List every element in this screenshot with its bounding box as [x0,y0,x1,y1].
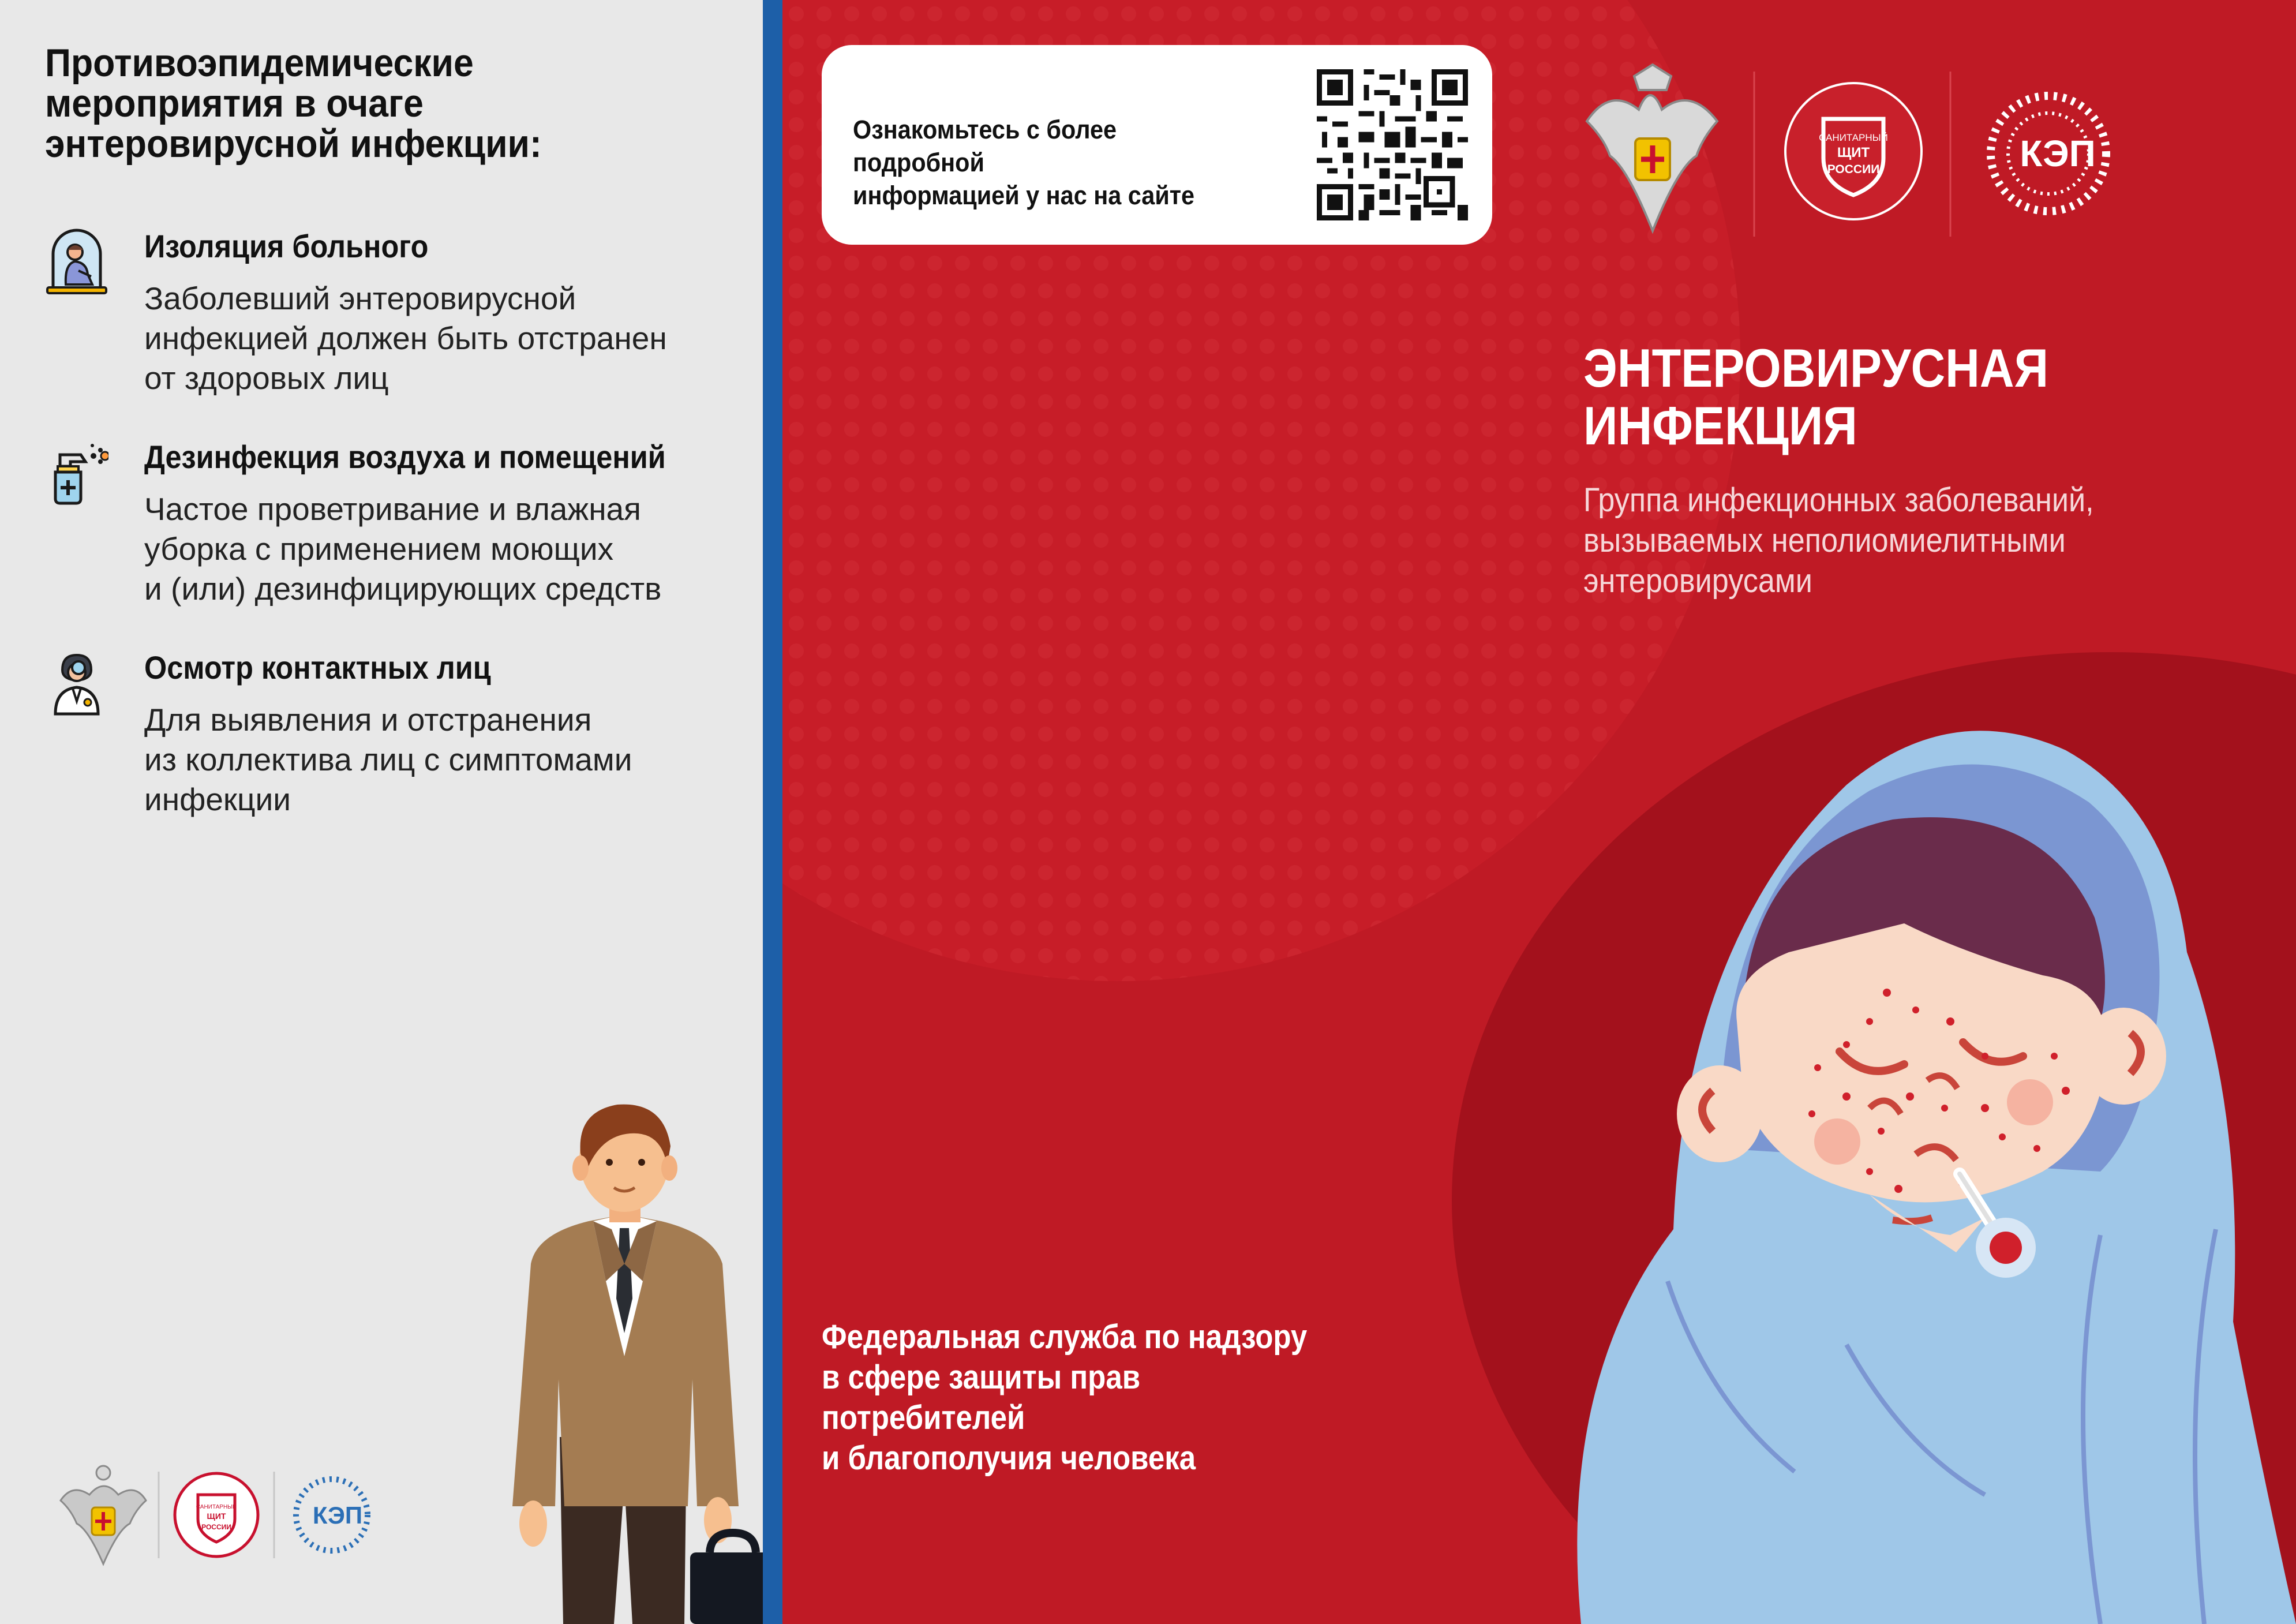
svg-text:ЩИТ: ЩИТ [1837,145,1870,160]
sick-child-illustration [1546,652,2296,1624]
svg-text:КЭП: КЭП [2020,133,2096,174]
kep-logo [1991,96,2106,211]
measure-description: Заболевший энтеровирусной инфекцией должен быть отстранен от здоровых лиц [144,280,667,396]
left-panel [0,0,763,1624]
footer-logos [49,1460,395,1570]
measures-title: Противоэпидемические мероприятия в очаге энтеровирусной инфекции: [45,41,542,166]
svg-text:РОССИИ: РОССИИ [201,1523,231,1531]
measure-description: Частое проветривание и влажная уборка с применением моющих и (или) дезинфицирующих средств [144,491,662,607]
measure-heading: Осмотр контактных лиц [144,649,491,686]
coat-of-arms-logo [1587,65,1717,231]
coat-of-arms-logo [61,1466,146,1564]
isolation-icon [45,228,108,297]
doctor-examination-icon [45,649,108,719]
page-title: ЭНТЕРОВИРУСНАЯ ИНФЕКЦИЯ [1583,338,2049,456]
kep-logo [296,1479,368,1551]
measure-description: Для выявления и отстранения из коллектива лиц с симптомами инфекции [144,702,632,817]
disinfection-spray-icon [45,439,108,508]
header-logos [1581,63,2158,248]
sanitary-shield-logo [1785,83,1922,219]
qr-code[interactable] [1317,69,1468,220]
qr-card [822,45,1492,245]
measure-heading: Изоляция больного [144,228,429,264]
svg-text:САНИТАРНЫЙ: САНИТАРНЫЙ [1819,132,1888,143]
svg-text:ЩИТ: ЩИТ [207,1511,226,1521]
sanitary-shield-logo [175,1473,258,1556]
measure-heading: Дезинфекция воздуха и помещений [144,439,666,475]
svg-text:КЭП: КЭП [312,1502,363,1529]
right-panel [782,0,2296,1624]
svg-text:САНИТАРНЫЙ: САНИТАРНЫЙ [196,1504,237,1510]
svg-text:РОССИИ: РОССИИ [1827,163,1880,176]
blue-stripe [763,0,782,1624]
page-subtitle: Группа инфекционных заболеваний, вызываемых неполиомиелитными энтеровирусами [1583,481,2094,600]
qr-caption: Ознакомьтесь с более подробной информацией у нас на сайте [853,115,1195,210]
agency-name: Федеральная служба по надзору в сфере защиты прав потребителей и благополучия человека [822,1318,1308,1477]
